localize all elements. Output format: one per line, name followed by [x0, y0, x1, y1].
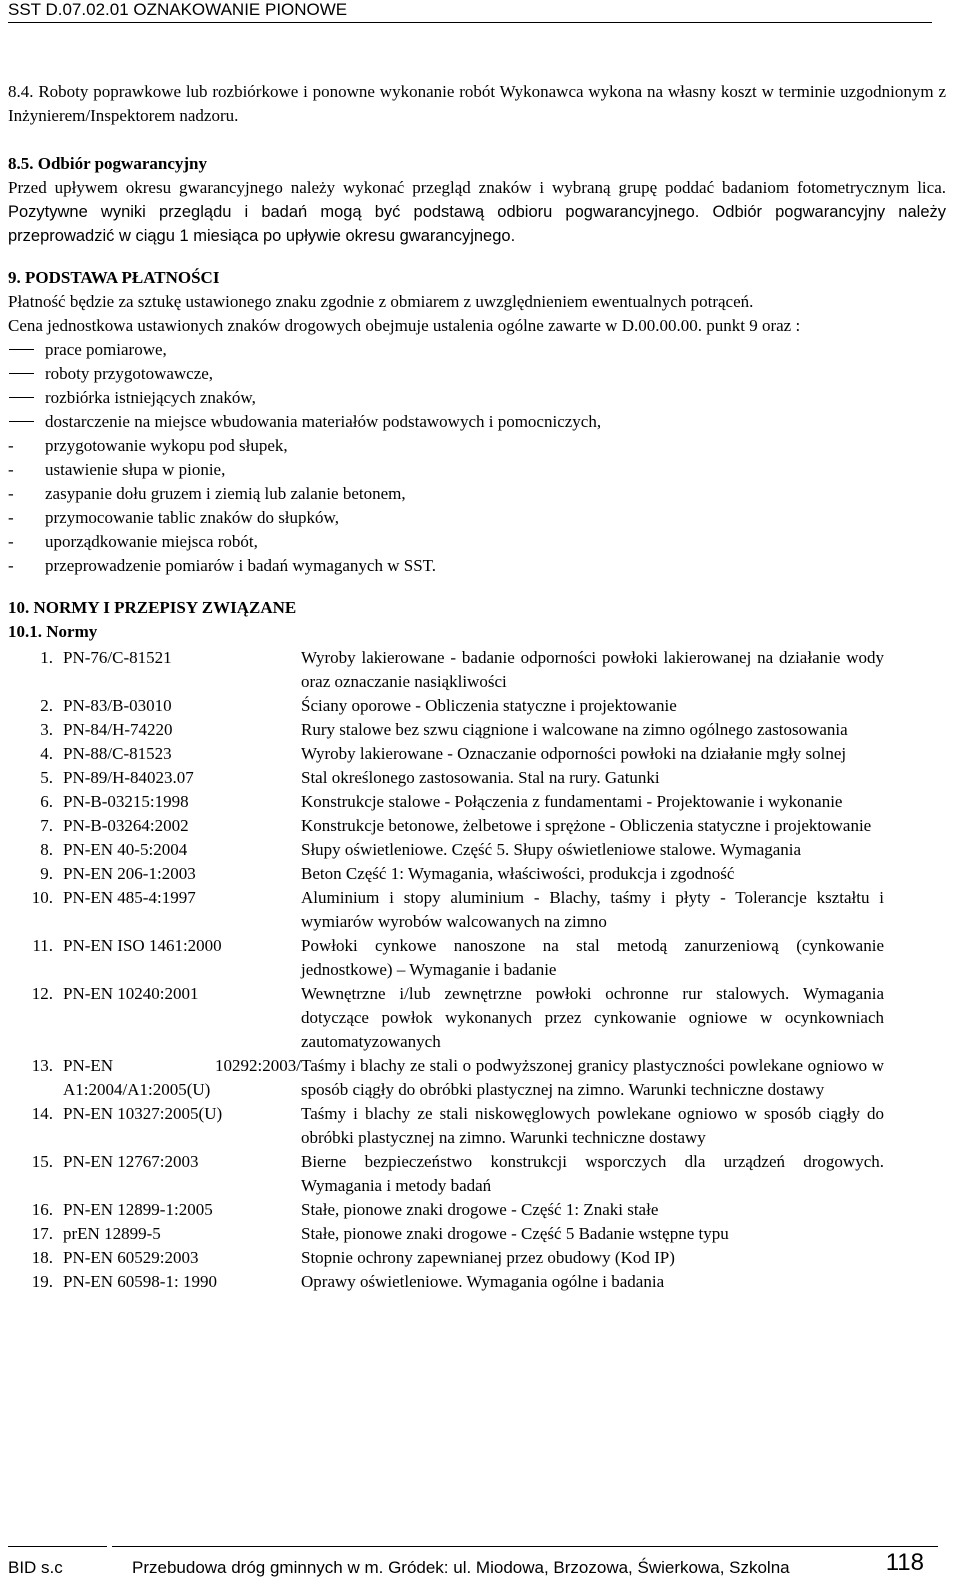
norm-code: PN-EN 206-1:2003 [63, 864, 196, 883]
norm-code: PN-EN 12899-1:2005 [63, 1200, 213, 1219]
norm-number: 13. [31, 1056, 53, 1075]
norm-code: PN-EN 485-4:1997 [63, 888, 196, 907]
norm-number: 9. [40, 864, 53, 883]
norm-number: 17. [31, 1224, 53, 1243]
norm-row [8, 1102, 946, 1150]
norm-number: 10. [31, 888, 53, 907]
list-item-text: uporządkowanie miejsca robót, [45, 532, 258, 551]
norm-code: PN-EN ISO 1461:2000 [63, 936, 222, 955]
norm-description: Konstrukcje betonowe, żelbetowe i sprężone - Obliczenia statyczne i projektowanie [301, 816, 872, 835]
list-item [8, 362, 946, 386]
norm-number: 7. [40, 816, 53, 835]
norm-row [8, 1054, 946, 1102]
norm-number: 11. [32, 936, 53, 955]
list-item [8, 386, 946, 410]
norm-description: Konstrukcje stalowe - Połączenia z fundamentami - Projektowanie i wykonanie [301, 792, 843, 811]
list-item-text: prace pomiarowe, [45, 340, 167, 359]
norm-number: 12. [31, 984, 53, 1003]
section-10-1-heading: 10.1. Normy [8, 622, 98, 641]
norm-number: 3. [40, 720, 53, 739]
norm-number: 5. [40, 768, 53, 787]
list-item-text: rozbiórka istniejących znaków, [45, 388, 256, 407]
list-item-text: przeprowadzenie pomiarów i badań wymaganych w SST. [45, 556, 437, 575]
norm-code: PN-B-03264:2002 [63, 816, 189, 835]
norm-row [8, 766, 946, 790]
list-item-marker: - [8, 508, 14, 527]
section-8-4-paragraph: 8.4. Roboty poprawkowe lub rozbiórkowe i ponowne wykonanie robót Wykonawca wykona na własny koszt w terminie uzgodnionym z Inżynierem/Inspektorem nadzoru. [8, 82, 946, 125]
norm-number: 8. [40, 840, 53, 859]
norm-description: Taśmy i blachy ze stali niskowęglowych powlekane ogniowo w sposób ciągły do obróbki plastycznej na zimno. Warunki techniczne dostawy [301, 1104, 884, 1147]
norm-description: Stal określonego zastosowania. Stal na rury. Gatunki [301, 768, 660, 787]
section-8-5-text-b: Pozytywne wyniki przeglądu i badań mogą być podstawą odbioru pogwarancyjnego. Odbiór pogwarancyjny należy przeprowadzić w ciągu 1 miesiąca po upływie okresu gwarancyjnego. [8, 203, 946, 245]
footer-company: BID s.c [8, 1558, 63, 1577]
section-8-5-heading: 8.5. Odbiór pogwarancyjny [8, 154, 207, 173]
cost-items-list [8, 338, 946, 578]
list-item [8, 338, 946, 362]
norm-number: 6. [40, 792, 53, 811]
norm-code: PN-EN 12767:2003 [63, 1152, 199, 1171]
norm-row [8, 1222, 946, 1246]
list-item [8, 458, 946, 482]
norm-description: Wewnętrzne i/lub zewnętrzne powłoki ochronne rur stalowych. Wymagania dotyczące powłok wykonanych przez cynkowanie ogniowe w ocynkowniach zautomatyzowanych [301, 984, 884, 1051]
norm-code: PN-EN 10327:2005(U) [63, 1104, 223, 1123]
norm-code: PN-EN 60529:2003 [63, 1248, 199, 1267]
norm-description: Stopnie ochrony zapewnianej przez obudowy (Kod IP) [301, 1248, 675, 1267]
norm-code: prEN 12899-5 [63, 1224, 161, 1243]
section-10-heading: 10. NORMY I PRZEPISY ZWIĄZANE [8, 598, 297, 617]
norm-description: Wyroby lakierowane - badanie odporności powłoki lakierowanej na działanie wody oraz oznaczanie nasiąkliwości [301, 648, 884, 691]
norm-description: Rury stalowe bez szwu ciągnione i walcowane na zimno ogólnego zastosowania [301, 720, 848, 739]
norm-code: PN-76/C-81521 [63, 648, 172, 667]
list-item [8, 434, 946, 458]
norm-description: Stałe, pionowe znaki drogowe - Część 5 Badanie wstępne typu [301, 1224, 729, 1243]
norm-description: Słupy oświetleniowe. Część 5. Słupy oświetleniowe stalowe. Wymagania [301, 840, 802, 859]
norm-number: 18. [31, 1248, 53, 1267]
norm-code: PN-EN 60598-1: 1990 [63, 1272, 217, 1291]
norm-description: Bierne bezpieczeństwo konstrukcji wsporczych dla urządzeń drogowych. Wymagania i metody badań [301, 1152, 884, 1195]
norm-row [8, 886, 946, 934]
section-8-5-paragraph [8, 176, 946, 248]
norm-row [8, 646, 946, 694]
norm-number: 19. [31, 1272, 53, 1291]
norm-description: Powłoki cynkowe nanoszone na stal metodą zanurzeniową (cynkowanie jednostkowe) – Wymaganie i badanie [301, 936, 884, 979]
norm-row [8, 838, 946, 862]
norm-code: PN-B-03215:1998 [63, 792, 189, 811]
norm-number: 16. [31, 1200, 53, 1219]
list-item-marker: - [8, 556, 14, 575]
list-item [8, 482, 946, 506]
list-item-text: ustawienie słupa w pionie, [45, 460, 226, 479]
footer-rule-right [112, 1546, 938, 1547]
norm-row [8, 862, 946, 886]
page-header [8, 0, 932, 23]
list-item-text: dostarczenie na miejsce wbudowania materiałów podstawowych i pomocniczych, [45, 412, 602, 431]
norm-description: Ściany oporowe - Obliczenia statyczne i projektowanie [301, 696, 677, 715]
norm-description: Stałe, pionowe znaki drogowe - Część 1: Znaki stałe [301, 1200, 659, 1219]
norm-row [8, 742, 946, 766]
list-item-marker: - [8, 436, 14, 455]
section-9-paragraph-1: Płatność będzie za sztukę ustawionego znaku zgodnie z obmiarem z uwzględnieniem ewentualnych potrąceń. [8, 292, 754, 311]
norm-number: 15. [31, 1152, 53, 1171]
list-item [8, 530, 946, 554]
norms-table [8, 646, 946, 1294]
norm-description: Aluminium i stopy aluminium - Blachy, taśmy i płyty - Tolerancje kształtu i wymiarów wyrobów walcowanych na zimno [301, 888, 884, 931]
norm-row [8, 1246, 946, 1270]
norm-number: 1. [40, 648, 53, 667]
norm-description: Wyroby lakierowane - Oznaczanie odporności powłoki na działanie mgły solnej [301, 744, 847, 763]
footer-rule-left [8, 1546, 107, 1547]
section-9-heading: 9. PODSTAWA PŁATNOŚCI [8, 268, 220, 287]
norm-number: 14. [31, 1104, 53, 1123]
norm-number: 2. [40, 696, 53, 715]
norm-description: Oprawy oświetleniowe. Wymagania ogólne i badania [301, 1272, 665, 1291]
norm-description: Beton Część 1: Wymagania, właściwości, produkcja i zgodność [301, 864, 735, 883]
list-item-text: zasypanie dołu gruzem i ziemią lub zalanie betonem, [45, 484, 406, 503]
page-footer [8, 1549, 938, 1581]
norm-code: PN-84/H-74220 [63, 720, 173, 739]
section-8-5-text-a: Przed upływem okresu gwarancyjnego należy wykonać przegląd znaków i wybraną grupę poddać badaniom fotometrycznym lica. [8, 178, 946, 197]
norm-row [8, 718, 946, 742]
list-item-marker: - [8, 484, 14, 503]
norm-description: Taśmy i blachy ze stali o podwyższonej granicy plastyczności powlekane ogniowo w sposób ciągły do obróbki plastycznej na zimno. Warunki techniczne dostawy [301, 1056, 884, 1099]
list-item-marker: - [8, 460, 14, 479]
footer-project: Przebudowa dróg gminnych w m. Gródek: ul. Miodowa, Brzozowa, Świerkowa, Szkolna [132, 1558, 790, 1577]
document-body [8, 80, 946, 1294]
norm-code: PN-83/B-03010 [63, 696, 172, 715]
header-title: SST D.07.02.01 OZNAKOWANIE PIONOWE [8, 0, 348, 19]
norm-row [8, 982, 946, 1054]
norm-row [8, 694, 946, 718]
norm-row [8, 1270, 946, 1294]
norm-row [8, 1150, 946, 1198]
norm-number: 4. [40, 744, 53, 763]
list-item-text: przygotowanie wykopu pod słupek, [45, 436, 288, 455]
norm-code: PN-EN 10292:2003/ A1:2004/A1:2005(U) [63, 1056, 301, 1099]
footer-page-number: 118 [885, 1549, 924, 1576]
list-item [8, 506, 946, 530]
list-item-text: roboty przygotowawcze, [45, 364, 214, 383]
norm-code: PN-89/H-84023.07 [63, 768, 194, 787]
norm-code: PN-EN 40-5:2004 [63, 840, 188, 859]
norm-code: PN-EN 10240:2001 [63, 984, 199, 1003]
list-item [8, 410, 946, 434]
norm-row [8, 1198, 946, 1222]
list-item [8, 554, 946, 578]
norm-code: PN-88/C-81523 [63, 744, 172, 763]
section-9-paragraph-2: Cena jednostkowa ustawionych znaków drogowych obejmuje ustalenia ogólne zawarte w D.00.00.00. punkt 9 oraz : [8, 316, 801, 335]
norm-row [8, 934, 946, 982]
norm-row [8, 814, 946, 838]
norm-row [8, 790, 946, 814]
list-item-marker: - [8, 532, 14, 551]
list-item-text: przymocowanie tablic znaków do słupków, [45, 508, 339, 527]
